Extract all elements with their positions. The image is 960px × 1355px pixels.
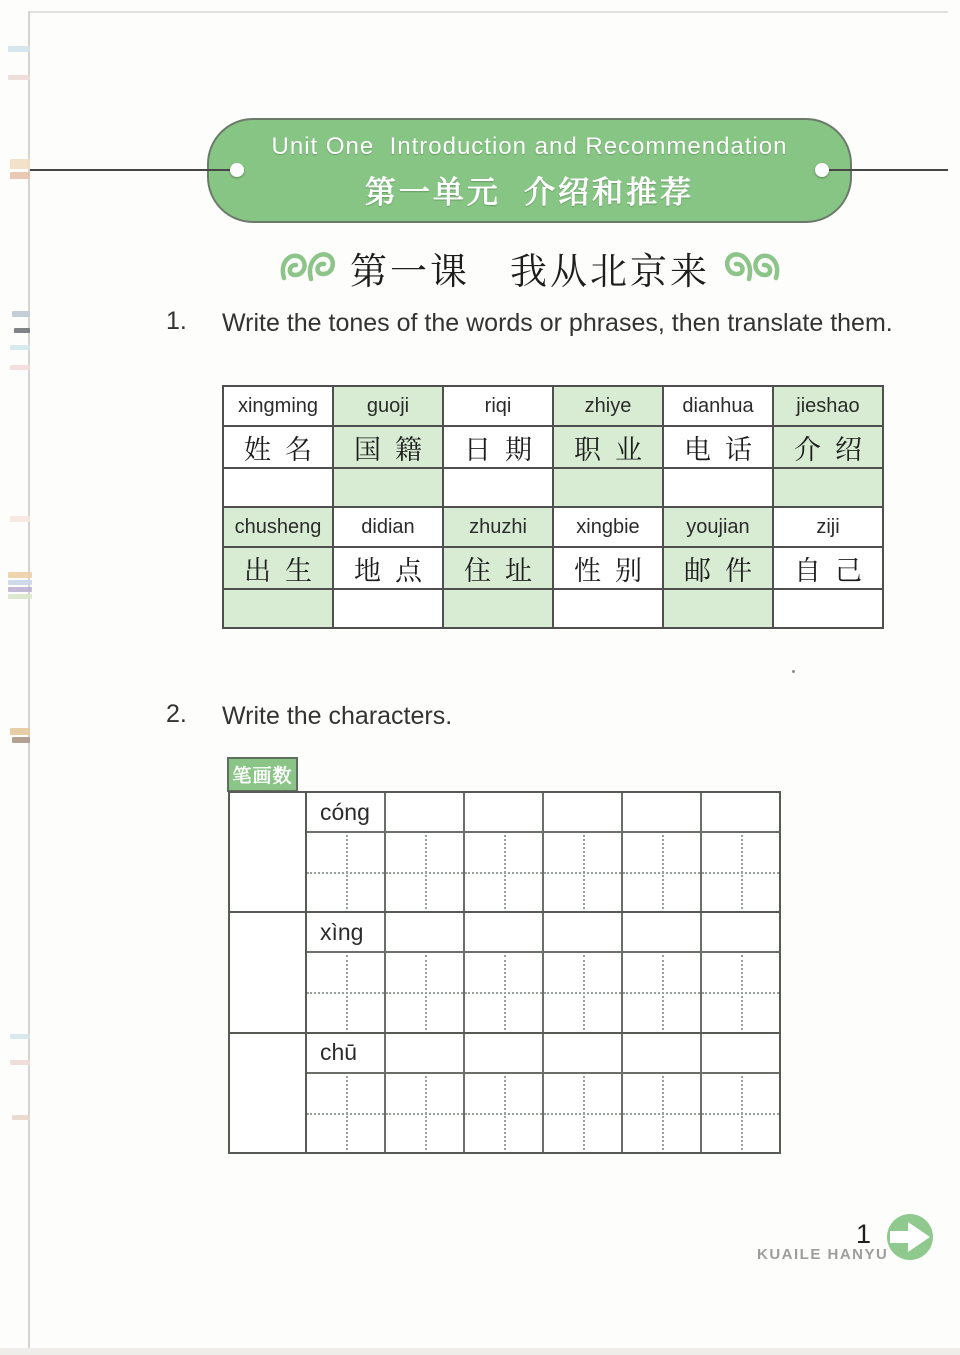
lesson-title-row xyxy=(100,240,960,296)
pinyin-cell xyxy=(465,913,544,951)
pinyin-cell xyxy=(386,913,465,951)
pinyin-cell xyxy=(386,1034,465,1072)
table-row-hanzi xyxy=(223,426,883,468)
stroke-count-cell xyxy=(230,793,307,911)
page-number: 1 xyxy=(856,1219,872,1249)
scan-artifact xyxy=(8,75,30,80)
pinyin-cell xyxy=(702,1034,779,1072)
writing-cell xyxy=(465,1074,544,1152)
scan-artifact xyxy=(12,311,30,317)
vocab-hanzi: 出生 xyxy=(223,547,333,589)
vocab-hanzi: 姓名 xyxy=(223,426,333,468)
answer-cell xyxy=(443,468,553,507)
pinyin-cell xyxy=(544,793,623,831)
vocab-hanzi: 性别 xyxy=(553,547,663,589)
writing-cell xyxy=(307,953,386,1031)
scan-artifact xyxy=(10,159,30,169)
vocab-pinyin: guoji xyxy=(333,386,443,426)
writing-cell xyxy=(544,1074,623,1152)
writing-cell xyxy=(544,953,623,1031)
vocab-hanzi: 日期 xyxy=(443,426,553,468)
banner-rod-right xyxy=(822,169,948,171)
scan-artifact xyxy=(8,594,32,599)
pinyin-cell xyxy=(623,793,702,831)
writing-cell xyxy=(623,1074,702,1152)
writing-block xyxy=(230,1034,779,1152)
vocab-hanzi: 介绍 xyxy=(773,426,883,468)
writing-cell xyxy=(307,833,386,911)
vocab-pinyin: dianhua xyxy=(663,386,773,426)
writing-cell xyxy=(544,833,623,911)
pinyin-cell xyxy=(307,1034,386,1072)
brand-name: KUAILE HANYU xyxy=(757,1246,889,1263)
pinyin-row xyxy=(307,793,779,833)
pinyin-cell xyxy=(386,793,465,831)
floral-scroll-left-icon xyxy=(278,248,336,288)
answer-cell xyxy=(663,589,773,628)
writing-cell xyxy=(465,833,544,911)
writing-cell xyxy=(386,953,465,1031)
exercise1-prompt: Write the tones of the words or phrases, then translate them. xyxy=(222,309,893,337)
page-top-edge xyxy=(30,11,948,13)
stroke-count-label: 笔画数 xyxy=(232,766,293,787)
pinyin-cell xyxy=(307,793,386,831)
answer-cell xyxy=(333,468,443,507)
pinyin-cell xyxy=(623,913,702,951)
exercise2-prompt: Write the characters. xyxy=(222,702,453,730)
page-spine-edge xyxy=(28,11,30,1355)
unit-banner xyxy=(207,118,852,223)
character-writing-grid xyxy=(228,791,781,1154)
pinyin-cell xyxy=(544,1034,623,1072)
answer-cell xyxy=(773,468,883,507)
unit-title-chinese: 第一单元 介绍和推荐 xyxy=(364,175,695,210)
table-row-answer xyxy=(223,589,883,628)
pinyin-cell xyxy=(465,793,544,831)
stroke-count-cell xyxy=(230,1034,307,1152)
stroke-count-cell xyxy=(230,913,307,1031)
pinyin-cell xyxy=(623,1034,702,1072)
vocab-hanzi: 职业 xyxy=(553,426,663,468)
table-row-pinyin xyxy=(223,386,883,426)
stroke-count-tab xyxy=(227,757,298,792)
answer-cell xyxy=(333,589,443,628)
writing-cell xyxy=(702,833,779,911)
scan-artifact xyxy=(10,172,30,179)
pinyin-cell xyxy=(465,1034,544,1072)
answer-cell xyxy=(223,468,333,507)
writing-row xyxy=(307,1074,779,1152)
print-dot-artifact xyxy=(792,670,795,673)
pinyin-row xyxy=(307,1034,779,1074)
scan-artifact xyxy=(8,580,32,585)
scan-artifact xyxy=(8,587,32,592)
vocab-pinyin: xingbie xyxy=(553,507,663,547)
vocab-hanzi: 自己 xyxy=(773,547,883,589)
brand-logo-arrow-icon xyxy=(886,1213,934,1261)
writing-block xyxy=(230,793,779,913)
table-row-pinyin xyxy=(223,507,883,547)
writing-row xyxy=(307,833,779,911)
banner-rod-left xyxy=(30,169,237,171)
vocab-pinyin: ziji xyxy=(773,507,883,547)
vocab-pinyin: riqi xyxy=(443,386,553,426)
scan-artifact xyxy=(14,328,30,333)
writing-cell xyxy=(623,833,702,911)
writing-cell xyxy=(623,953,702,1031)
banner-eyelet-left-icon xyxy=(230,163,244,177)
vocab-hanzi: 住址 xyxy=(443,547,553,589)
vocab-pinyin: zhuzhi xyxy=(443,507,553,547)
vocab-pinyin: didian xyxy=(333,507,443,547)
vocab-hanzi: 地点 xyxy=(333,547,443,589)
exercise2-number: 2. xyxy=(166,700,187,728)
scan-artifact xyxy=(10,812,30,818)
floral-scroll-right-icon xyxy=(724,248,782,288)
pinyin-cell xyxy=(702,793,779,831)
pinyin-cell xyxy=(702,913,779,951)
answer-cell xyxy=(443,589,553,628)
writing-cell xyxy=(386,1074,465,1152)
table-row-hanzi xyxy=(223,547,883,589)
vocab-hanzi: 国籍 xyxy=(333,426,443,468)
scan-artifact xyxy=(10,1034,30,1039)
pinyin-label: xìng xyxy=(320,918,364,945)
scan-artifact xyxy=(12,737,30,743)
answer-cell xyxy=(223,589,333,628)
pinyin-label: cóng xyxy=(320,798,370,825)
writing-cell xyxy=(465,953,544,1031)
pinyin-cell xyxy=(307,913,386,951)
writing-cell xyxy=(702,953,779,1031)
scan-artifact xyxy=(10,516,30,522)
vocab-pinyin: zhiye xyxy=(553,386,663,426)
banner-eyelet-right-icon xyxy=(815,163,829,177)
vocab-table xyxy=(222,385,884,629)
page-bottom-edge xyxy=(0,1348,960,1355)
answer-cell xyxy=(773,589,883,628)
answer-cell xyxy=(663,468,773,507)
scan-artifact xyxy=(10,728,30,735)
answer-cell xyxy=(553,589,663,628)
vocab-pinyin: chusheng xyxy=(223,507,333,547)
vocab-hanzi: 电话 xyxy=(663,426,773,468)
answer-cell xyxy=(553,468,663,507)
table-row-answer xyxy=(223,468,883,507)
pinyin-row xyxy=(307,913,779,953)
scan-artifact xyxy=(10,365,30,370)
writing-cell xyxy=(307,1074,386,1152)
writing-row xyxy=(307,953,779,1031)
vocab-pinyin: youjian xyxy=(663,507,773,547)
scan-artifact xyxy=(12,1115,30,1120)
writing-cell xyxy=(386,833,465,911)
writing-block xyxy=(230,913,779,1033)
vocab-pinyin: xingming xyxy=(223,386,333,426)
scan-artifact xyxy=(8,46,30,52)
writing-cell xyxy=(702,1074,779,1152)
exercise1-number: 1. xyxy=(166,307,187,335)
pinyin-label: chū xyxy=(320,1039,358,1066)
scan-artifact xyxy=(10,345,30,350)
scan-artifact xyxy=(8,572,32,578)
vocab-hanzi: 邮件 xyxy=(663,547,773,589)
unit-title-english: Unit One Introduction and Recommendation xyxy=(271,133,788,160)
pinyin-cell xyxy=(544,913,623,951)
scan-artifact xyxy=(10,1060,30,1065)
vocab-pinyin: jieshao xyxy=(773,386,883,426)
lesson-title: 第一课 我从北京来 xyxy=(350,252,710,293)
